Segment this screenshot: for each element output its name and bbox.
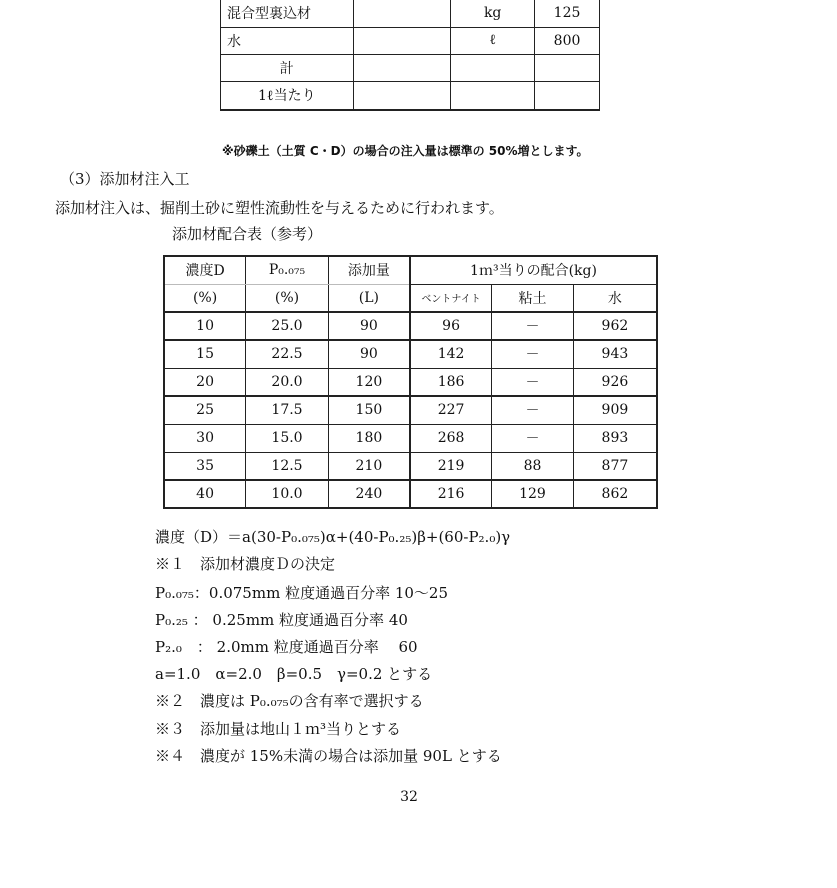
- section-title: （3）添加材注入工: [60, 170, 190, 188]
- note-p025: P₀.₂₅ ： 0.25mm 粒度通過百分率 40: [155, 611, 408, 629]
- table-row: [164, 452, 657, 480]
- note-p0075: P₀.₀₇₅：0.075mm 粒度通過百分率 10～25: [155, 584, 449, 602]
- cell: 90: [328, 340, 410, 368]
- table-row: [164, 396, 657, 424]
- cell: －: [492, 396, 574, 424]
- cell: 862: [573, 480, 657, 508]
- header-concentration: 濃度D: [164, 256, 246, 284]
- cell: 10.0: [246, 480, 329, 508]
- cell: 893: [573, 424, 657, 452]
- blank-cell: [353, 0, 451, 27]
- table-row: [164, 368, 657, 396]
- additive-mix-table: [163, 255, 658, 509]
- table-row: [164, 424, 657, 452]
- unit-cell: [451, 81, 535, 110]
- note-1: ※１ 添加材濃度Ｄの決定: [155, 555, 336, 573]
- cell: －: [492, 340, 574, 368]
- cell: 90: [328, 312, 410, 340]
- table-row: [164, 312, 657, 340]
- cell: 20: [164, 368, 246, 396]
- unit-cell: kg: [451, 0, 535, 27]
- header-clay: 粘土: [492, 284, 574, 312]
- cell: 35: [164, 452, 246, 480]
- cell: 12.5: [246, 452, 329, 480]
- cell: 15.0: [246, 424, 329, 452]
- blank-cell: [353, 81, 451, 110]
- table-header-row: [164, 256, 657, 284]
- header-amount: 添加量: [328, 256, 410, 284]
- unit-percent: (%): [164, 284, 246, 312]
- note-coefficients: a=1.0 α=2.0 β=0.5 γ=0.2 とする: [155, 665, 433, 683]
- note-2: ※２ 濃度は P₀.₀₇₅の含有率で選択する: [155, 692, 424, 710]
- cell: 943: [573, 340, 657, 368]
- table-row: [221, 27, 600, 54]
- unit-cell: [451, 54, 535, 81]
- qty-cell: 125: [535, 0, 600, 27]
- cell: 877: [573, 452, 657, 480]
- mix-material-table: [220, 0, 600, 111]
- table-row: [221, 81, 600, 110]
- blank-cell: [353, 54, 451, 81]
- unit-liter: (L): [328, 284, 410, 312]
- table-row: [164, 340, 657, 368]
- cell: 210: [328, 452, 410, 480]
- cell: 227: [410, 396, 492, 424]
- cell: 96: [410, 312, 492, 340]
- cell: 40: [164, 480, 246, 508]
- cell: 909: [573, 396, 657, 424]
- cell: 88: [492, 452, 574, 480]
- cell: 186: [410, 368, 492, 396]
- table-row: [221, 54, 600, 81]
- cell: 180: [328, 424, 410, 452]
- cell: 20.0: [246, 368, 329, 396]
- cell: －: [492, 424, 574, 452]
- cell: 926: [573, 368, 657, 396]
- cell: 240: [328, 480, 410, 508]
- qty-cell: [535, 81, 600, 110]
- table-caption: 添加材配合表（参考）: [172, 225, 323, 243]
- page-number: 32: [400, 789, 418, 805]
- unit-percent: (%): [246, 284, 329, 312]
- header-water: 水: [573, 284, 657, 312]
- header-mix-per-m3: 1ｍ³当りの配合(kg): [410, 256, 657, 284]
- table-row: [164, 480, 657, 508]
- cell: 15: [164, 340, 246, 368]
- cell: －: [492, 368, 574, 396]
- header-p0075: P₀.₀₇₅: [246, 256, 329, 284]
- cell: 30: [164, 424, 246, 452]
- unit-cell: ℓ: [451, 27, 535, 54]
- blank-cell: [353, 27, 451, 54]
- cell: 962: [573, 312, 657, 340]
- cell: 120: [328, 368, 410, 396]
- cell: 216: [410, 480, 492, 508]
- cell: 142: [410, 340, 492, 368]
- note-p20: P₂.₀ ： 2.0mm 粒度通過百分率 60: [155, 638, 418, 656]
- gravel-note: ※砂礫土（土質 C・D）の場合の注入量は標準の 50%増とします。: [222, 144, 589, 158]
- cell: 10: [164, 312, 246, 340]
- item-name: 計: [221, 54, 354, 81]
- cell: 25.0: [246, 312, 329, 340]
- qty-cell: 800: [535, 27, 600, 54]
- note-3: ※３ 添加量は地山１ｍ³当りとする: [155, 720, 402, 738]
- qty-cell: [535, 54, 600, 81]
- cell: 22.5: [246, 340, 329, 368]
- item-name: 混合型裏込材: [221, 0, 354, 27]
- note-4: ※４ 濃度が 15%未満の場合は添加量 90L とする: [155, 747, 502, 765]
- cell: 150: [328, 396, 410, 424]
- cell: 129: [492, 480, 574, 508]
- cell: 268: [410, 424, 492, 452]
- item-name: 1ℓ当たり: [221, 81, 354, 110]
- table-row: [221, 0, 600, 27]
- cell: 17.5: [246, 396, 329, 424]
- cell: 25: [164, 396, 246, 424]
- cell: 219: [410, 452, 492, 480]
- item-name: 水: [221, 27, 354, 54]
- table-header-row: [164, 284, 657, 312]
- cell: －: [492, 312, 574, 340]
- formula: 濃度（D）＝a(30-P₀.₀₇₅)α+(40-P₀.₂₅)β+(60-P₂.₀)γ: [155, 528, 511, 546]
- header-bentonite: ベントナイト: [410, 284, 492, 312]
- intro-paragraph: 添加材注入は、掘削土砂に塑性流動性を与えるために行われます。: [55, 199, 504, 217]
